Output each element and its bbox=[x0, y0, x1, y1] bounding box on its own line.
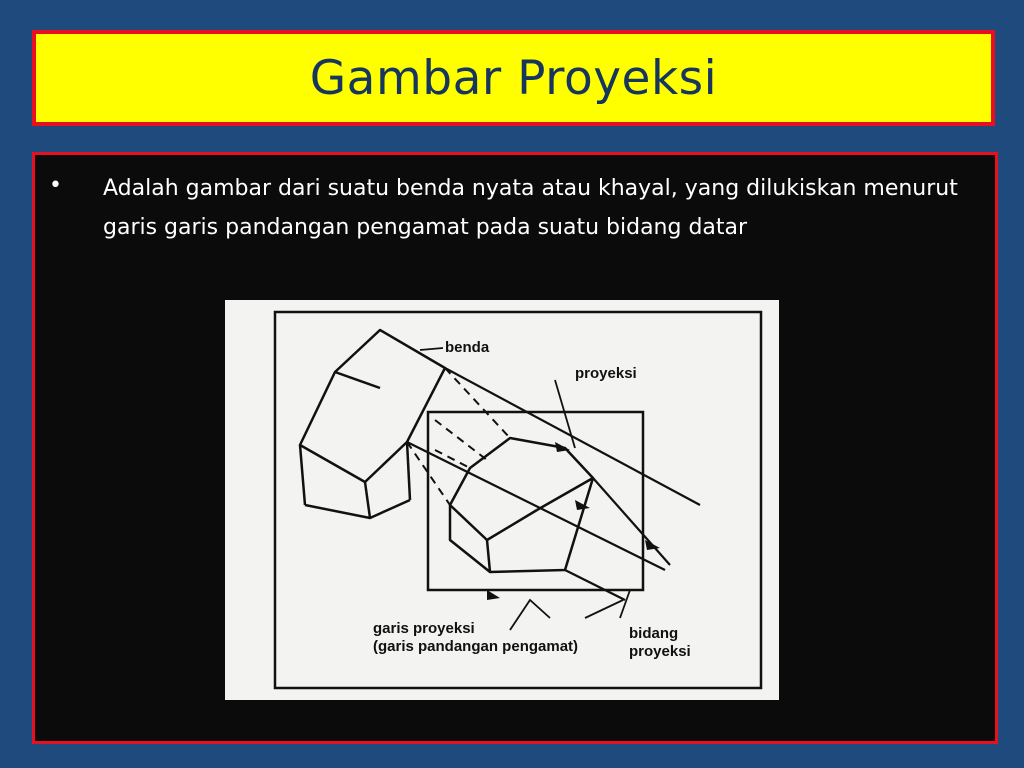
content-box bbox=[32, 152, 998, 744]
projection-lines bbox=[407, 368, 700, 600]
slide-title: Gambar Proyeksi bbox=[309, 50, 718, 106]
label-garis-proyeksi-2: (garis pandangan pengamat) bbox=[373, 638, 579, 655]
bullet-text: Adalah gambar dari suatu benda nyata atau khayal, yang dilukiskan menurut garis garis pandangan pengamat pada suatu bidang datar bbox=[103, 176, 958, 240]
projection-arrowheads bbox=[487, 442, 660, 600]
figure-frame bbox=[275, 312, 761, 688]
title-box bbox=[32, 30, 995, 126]
label-bidang: bidang bbox=[629, 625, 679, 642]
label-garis-proyeksi-1: garis proyeksi bbox=[373, 620, 475, 637]
projected-hexagon bbox=[450, 438, 593, 572]
projection-figure bbox=[225, 300, 779, 700]
label-bidang-proyeksi: proyeksi bbox=[629, 643, 691, 660]
projection-diagram bbox=[225, 300, 779, 700]
object-prism bbox=[300, 330, 445, 518]
label-benda: benda bbox=[445, 339, 490, 356]
bullet-marker: • bbox=[49, 173, 62, 198]
label-proyeksi: proyeksi bbox=[575, 365, 637, 382]
